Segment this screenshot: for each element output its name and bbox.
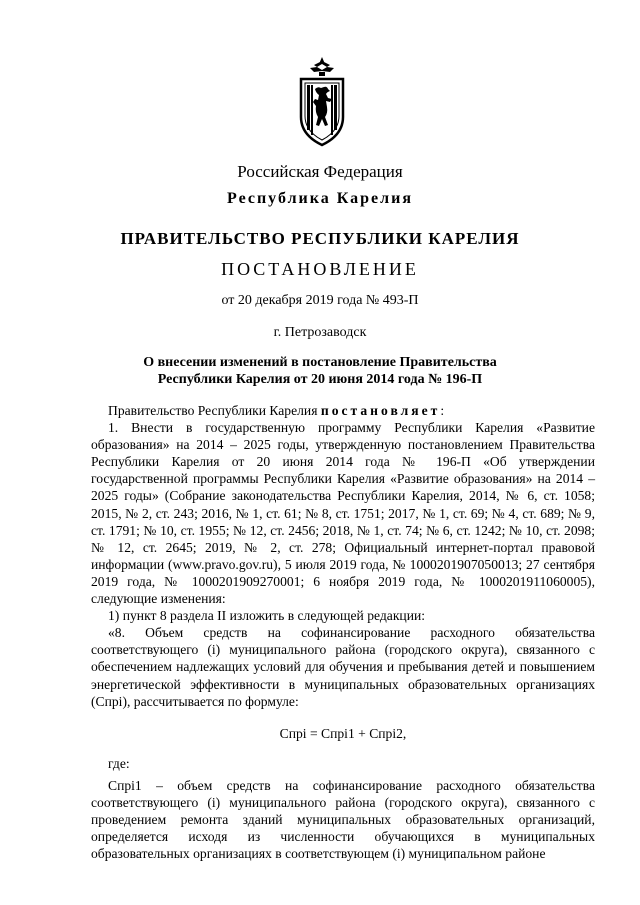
document-subject bbox=[0, 354, 640, 388]
federation-title: Российская Федерация bbox=[237, 162, 403, 181]
formula: Cпрi = Cпрi1 + Cпрi2, bbox=[279, 725, 407, 741]
date-and-number: от 20 декабря 2019 года № 493-П bbox=[221, 293, 419, 308]
intro-paragraph bbox=[91, 402, 595, 419]
city: г. Петрозаводск bbox=[273, 325, 367, 340]
intro-verb: постановляет bbox=[320, 403, 441, 418]
government-title: ПРАВИТЕЛЬСТВО РЕСПУБЛИКИ КАРЕЛИЯ bbox=[120, 229, 520, 248]
intro-suffix: : bbox=[440, 403, 445, 418]
item-1-paragraph: 1. Внести в государственную программу Республики Карелия «Развитие образования» на 2014 – 2025 годы, утвержденную постановлением Правительства Республики Карелия от 20 июня 2014 года № 196-П «Об утверждении государственной программы Республики Карелия «Развитие образования» на 2014 – 2025 годы» (Собрание законодательства Республики Карелия, 2014, № 6, ст. 1058; 2015, № 2, ст. 243; 2016, № 1, ст. 61; № 8, ст. 1751; 2017, № 1, ст. 69; № 4, ст. 689; № 9, ст. 1791; № 10, ст. 1955; № 12, ст. 2456; 2018, № 1, ст. 74; № 6, ст. 1242; № 10, ст. 2098; № 12, ст. 2645; 2019, № 2, ст. 278; Официальный интернет-портал правовой информации (www.pravo.gov.ru), 5 июля 2019 года, № 1000201907050013; 27 сентября 2019 года, № 1000201909270001; 6 ноября 2019 года, № 1000201911060005), следующие изменения: bbox=[91, 420, 595, 607]
document-type: ПОСТАНОВЛЕНИЕ bbox=[221, 259, 419, 279]
subject-line-1: О внесении изменений в постановление Правительства bbox=[143, 355, 497, 370]
definition-1-paragraph: Cпрi1 – объем средств на софинансирование расходного обязательства соответствующего (i) муниципального района (городского округа), связанного с проведением ремонта зданий муниципальных образовательных организаций, определяется исходя из численности обучающихся в муниципальных образовательных организациях в соответствующем (i) муниципальном районе bbox=[91, 777, 595, 862]
coat-of-arms-emblem bbox=[297, 55, 347, 150]
subitem-1-paragraph: 1) пункт 8 раздела II изложить в следующей редакции: bbox=[108, 608, 426, 624]
paragraph-8: «8. Объем средств на софинансирование расходного обязательства соответствующего (i) муниципального района (городского округа), связанного с обеспечением надлежащих условий для обучения и пребывания детей и повышением энергетической эффективности в муниципальных образовательных организациях (Cпрi), рассчитывается по формуле: bbox=[91, 625, 595, 709]
intro-prefix: Правительство Республики Карелия bbox=[108, 403, 321, 418]
document-body bbox=[91, 402, 595, 862]
subject-line-2: Республики Карелия от 20 июня 2014 года № 196-П bbox=[157, 372, 483, 387]
where-label: где: bbox=[108, 755, 130, 771]
republic-title: Республика Карелия bbox=[227, 190, 413, 207]
